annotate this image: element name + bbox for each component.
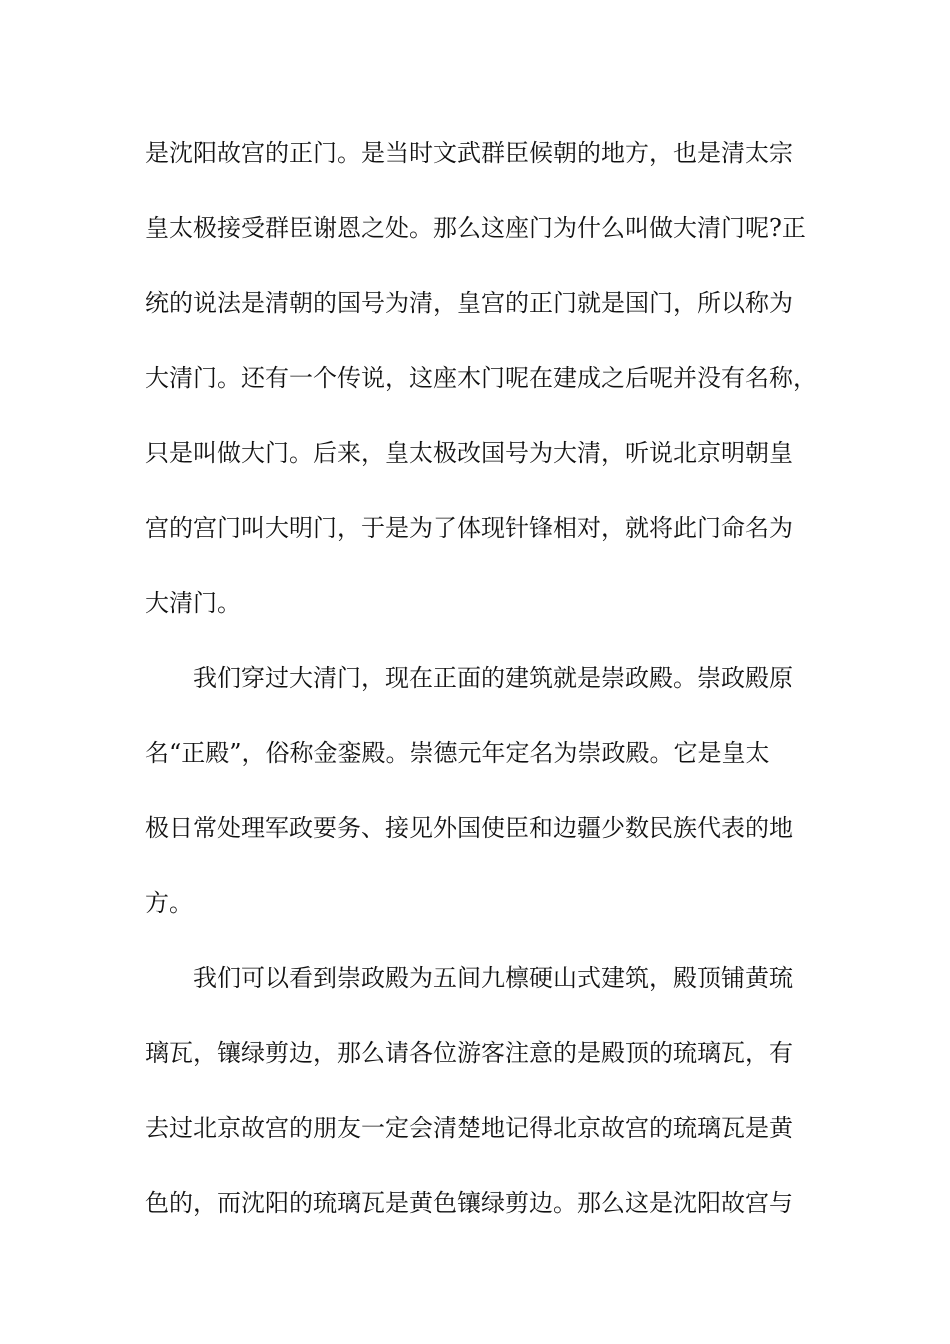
text-line: 皇太极接受群臣谢恩之处。那么这座门为什么叫做大清门呢?正 — [145, 214, 806, 242]
text-line: 去过北京故宫的朋友一定会清楚地记得北京故宫的琉璃瓦是黄 — [145, 1114, 793, 1142]
text-line: 大清门。还有一个传说，这座木门呢在建成之后呢并没有名称， — [145, 364, 817, 392]
text-line: 宫的宫门叫大明门，于是为了体现针锋相对，就将此门命名为 — [145, 514, 793, 542]
text-line: 色的，而沈阳的琉璃瓦是黄色镶绿剪边。那么这是沈阳故宫与 — [145, 1189, 793, 1217]
text-line: 名“正殿”，俗称金銮殿。崇德元年定名为崇政殿。它是皇太 — [145, 739, 770, 767]
body-text — [145, 127, 817, 1252]
text-line: 是沈阳故宫的正门。是当时文武群臣候朝的地方，也是清太宗 — [145, 139, 793, 167]
text-line: 大清门。 — [145, 589, 241, 617]
text-line: 方。 — [145, 889, 193, 917]
paragraph-start-line: 我们可以看到崇政殿为五间九檩硬山式建筑，殿顶铺黄琉 — [193, 964, 793, 992]
text-line: 极日常处理军政要务、接见外国使臣和边疆少数民族代表的地 — [145, 814, 793, 842]
text-line: 璃瓦，镶绿剪边，那么请各位游客注意的是殿顶的琉璃瓦，有 — [145, 1039, 793, 1067]
text-line: 只是叫做大门。后来，皇太极改国号为大清，听说北京明朝皇 — [145, 439, 793, 467]
text-line: 统的说法是清朝的国号为清，皇宫的正门就是国门，所以称为 — [145, 289, 793, 317]
paragraph-start-line: 我们穿过大清门，现在正面的建筑就是崇政殿。崇政殿原 — [193, 664, 793, 692]
